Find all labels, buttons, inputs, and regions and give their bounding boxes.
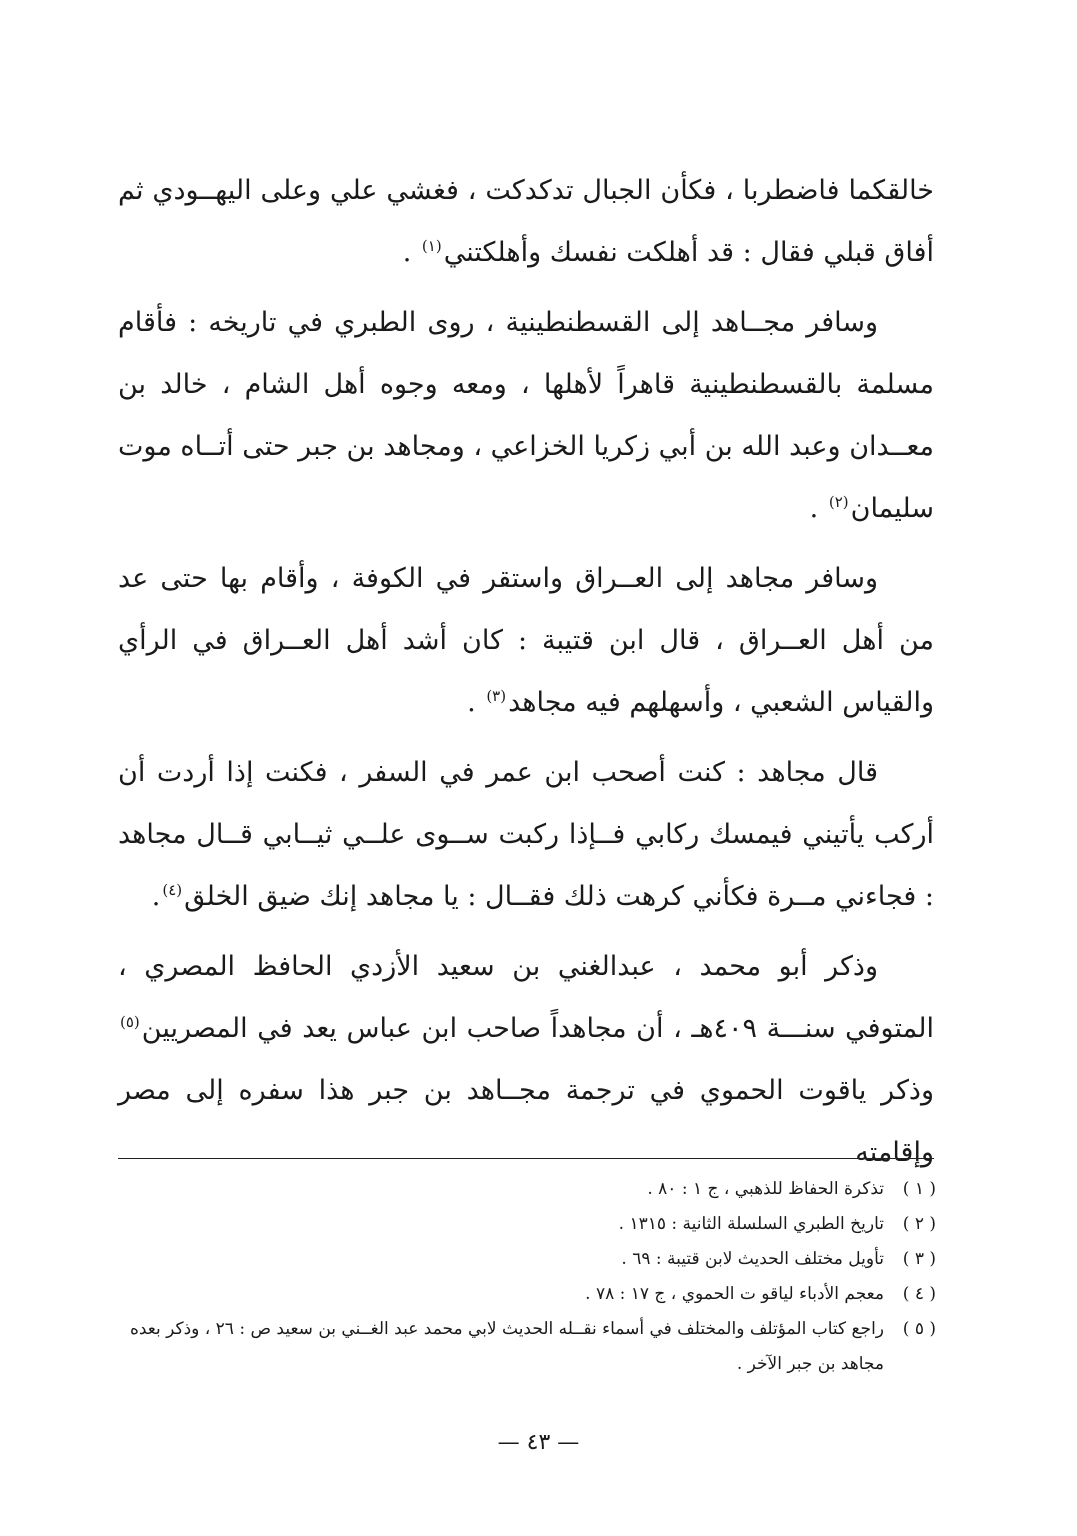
footnote-1 [112,1172,936,1207]
paragraph-tail: . [402,237,420,268]
paragraph-tail: . [467,687,485,718]
footnotes [112,1172,936,1382]
paragraph-text: وذكر أبو محمد ، عبدالغني بن سعيد الأزدي الحافظ المصري ، المتوفي سنـــة ٤٠٩هـ ، أن مجاهداً صاحب ابن عباس يعد في المصريين [118,951,934,1044]
footnote-ref: (٢) [828,493,849,511]
footnote-4 [112,1277,936,1312]
footnote-text: راجع كتاب المؤتلف والمختلف في أسماء نقــله الحديث لابي محمد عبد الغــني بن سعيد ص : ٢٦ ، وذكر بعده مجاهد بن جبر الآخر . [129,1319,884,1374]
footnote-ref: (٣) [486,687,507,705]
footnote-text: معجم الأدباء لياقو ت الحموي ، ج ١٧ : ٧٨ . [585,1284,884,1304]
footnote-text: تاريخ الطبري السلسلة الثانية : ١٣١٥ . [618,1214,884,1234]
paragraph-text: قال مجاهد : كنت أصحب ابن عمر في السفر ، فكنت إذا أردت أن أركب يأتيني فيمسك ركابي فــإذا ركبت ســوى علــي ثيــابي قــال مجاهد : فجاءني مــرة فكأني كرهت ذلك فقــال : يا مجاهد إنك ضيق الخلق [118,757,934,912]
paragraph-text: وسافر مجاهد إلى العــراق واستقر في الكوفة ، وأقام بها حتى عد من أهل العــراق ، قال ابن قتيبة : كان أشد أهل العــراق في الرأي والقياس الشعبي ، وأسهلهم فيه مجاهد [118,563,934,718]
footnote-number: ( ٥ ) [902,1319,936,1339]
paragraph-4 [118,742,934,928]
paragraph-5 [118,936,934,1184]
footnote-5 [112,1312,936,1382]
footnote-2 [112,1207,936,1242]
footnote-number: ( ٣ ) [902,1249,936,1269]
paragraph-tail: . [151,881,161,912]
footnote-text: تأويل مختلف الحديث لابن قتيبة : ٦٩ . [621,1249,884,1269]
paragraph-3 [118,548,934,734]
page-number: — ٤٣ — [497,1430,580,1455]
main-text [118,160,934,1184]
footnote-number: ( ١ ) [902,1179,936,1199]
paragraph-tail: وذكر ياقوت الحموي في ترجمة مجــاهد بن جبر هذا سفره إلى مصر وإقامته [118,1075,934,1168]
footnote-text: تذكرة الحفاظ للذهبي ، ج ١ : ٨٠ . [647,1179,884,1199]
paragraph-text: وسافر مجــاهد إلى القسطنطينية ، روى الطبري في تاريخه : فأقام مسلمة بالقسطنطينية قاهراً لأهلها ، ومعه وجوه أهل الشام ، خالد بن معــدان وعبد الله بن أبي زكريا الخزاعي ، ومجاهد بن جبر حتى أتــاه موت سليمان [118,307,934,524]
paragraph-1 [118,160,934,284]
footnote-number: ( ٤ ) [902,1284,936,1304]
footnote-divider [118,1158,934,1159]
paragraph-tail: . [809,493,827,524]
paragraph-text: خالقكما فاضطربا ، فكأن الجبال تدكدكت ، فغشي علي وعلى اليهــودي ثم أفاق قبلي فقال : قد أهلكت نفسك وأهلكتني [118,175,934,268]
footnote-ref: (١) [421,237,442,255]
footnote-3 [112,1242,936,1277]
footnote-ref: (٤) [162,881,183,899]
footnote-ref: (٥) [120,1013,140,1031]
footnote-number: ( ٢ ) [902,1214,936,1234]
paragraph-2 [118,292,934,540]
